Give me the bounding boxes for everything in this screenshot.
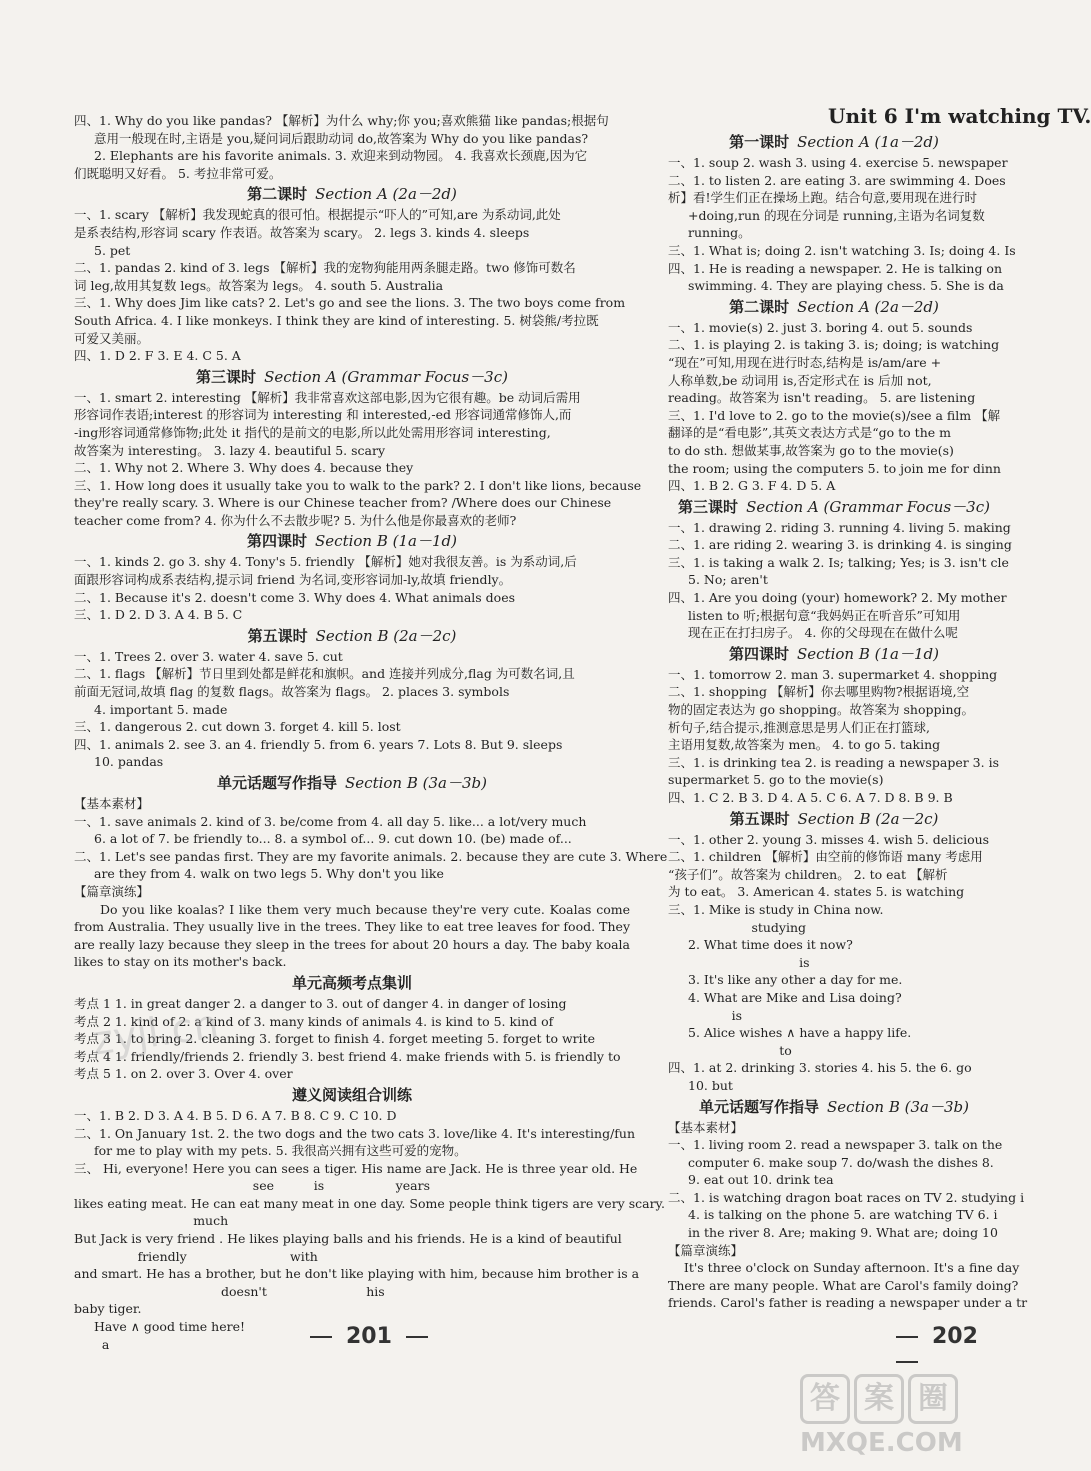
left-column [74, 112, 668, 1353]
section-heading-title: 第二课时 [729, 297, 790, 316]
answer-line: 三、1. What is; doing 2. isn't watching 3. Is; doing 4. Is [668, 242, 1016, 258]
answer-line: 析】看!学生们正在操场上跑。结合句意,要用现在进行时 [668, 190, 977, 206]
answer-line: 四、1. Why do you like pandas? 【解析】为什么 why;你 you;喜欢熊猫 like pandas;根据句 [74, 113, 609, 128]
answer-line: 四、1. D 2. F 3. E 4. C 5. A [74, 348, 241, 364]
answer-line: 可爱又美丽。 [74, 330, 150, 346]
answer-line: 考点 4 1. friendly/friends 2. friendly 3. best friend 4. make friends with 5. is friendly to [74, 1048, 621, 1064]
answer-line: +doing,run 的现在分词是 running,主语为名词复数 [688, 207, 985, 223]
section-heading-subtitle: Section B (3a－3b) [345, 774, 487, 792]
answer-line: 二、1. children 【解析】由空前的修饰语 many 考虑用 [668, 849, 983, 865]
answer-line: 前面无冠词,故填 flag 的复数 flags。故答案为 flags。 2. places 3. symbols [74, 684, 510, 700]
answer-line: listen to 听;根据句意“我妈妈正在听音乐”可知用 [688, 607, 961, 623]
answer-line: 二、1. Because it's 2. doesn't come 3. Why does 4. What animals does [74, 589, 516, 605]
answer-line: and smart. He has a brother, but he don't like playing with him, because him brother is a [74, 1266, 640, 1282]
answer-line: 一、1. tomorrow 2. man 3. supermarket 4. shopping [668, 666, 998, 682]
answer-line: 考点 1 1. in great danger 2. a danger to 3. out of danger 4. in danger of losing [74, 995, 567, 1011]
section-heading-subtitle: Section B (3a－3b) [827, 1097, 969, 1116]
answer-line: see is years [74, 1178, 430, 1194]
section-heading [668, 296, 1000, 318]
section-heading-title: 第五课时 [247, 626, 308, 645]
section-heading-subtitle: Section A (Grammar Focus－3c) [746, 497, 990, 516]
answer-line: 一、1. B 2. D 3. A 4. B 5. D 6. A 7. B 8. C 9. C 10. D [74, 1107, 397, 1123]
section-heading [74, 1084, 630, 1106]
answer-line: There are many people. What are Carol's family doing? [668, 1277, 1019, 1293]
answer-line: 词 leg,故用其复数 legs。故答案为 legs。 4. south 5. Australia [74, 277, 444, 293]
answer-line: 四、1. He is reading a newspaper. 2. He is talking on [668, 260, 1003, 276]
answer-line: reading。故答案为 isn't reading。 5. are listening [668, 390, 976, 406]
answer-line: is [668, 954, 810, 970]
answer-line: 面跟形容词构成系表结构,提示词 friend 为名词,变形容词加-ly,故填 friendly。 [74, 572, 512, 588]
answer-line: 【基本素材】 [668, 1119, 744, 1135]
section-heading-subtitle: Section A (2a－2d) [797, 297, 939, 316]
answer-line: 考点 3 1. to bring 2. cleaning 3. forget to finish 4. forget meeting 5. forget to write [74, 1031, 596, 1047]
answer-line: 三、1. I'd love to 2. go to the movie(s)/see a film 【解 [668, 407, 1001, 423]
section-heading [74, 183, 630, 205]
answer-line: 【基本素材】 [74, 796, 150, 811]
answer-line: they're really scary. 3. Where is our Chinese teacher from? /Where does our Chinese [74, 495, 612, 511]
answer-line: 一、1. save animals 2. kind of 3. be/come from 4. all day 5. like... a lot/very much [74, 813, 587, 829]
section-heading [668, 808, 1000, 830]
answer-line: 析句子,结合提示,推测意思是男人们正在打篮球, [668, 719, 930, 735]
answer-line: likes eating meat. He can eat many meat in one day. Some people think tigers are very scary. [74, 1195, 665, 1211]
section-heading [668, 131, 1000, 153]
answer-line: 四、1. animals 2. see 3. an 4. friendly 5. from 6. years 7. Lots 8. But 9. sleeps [74, 736, 563, 752]
answer-line: swimming. 4. They are playing chess. 5. She is da [688, 278, 1004, 294]
answer-line: baby tiger. [74, 1301, 142, 1317]
answer-line: -ing形容词通常修饰物;此处 it 指代的是前文的电影,所以此处需用形容词 interesting, [74, 424, 551, 440]
answer-line: 三、1. is drinking tea 2. is reading a newspaper 3. is [668, 754, 999, 770]
section-heading [74, 972, 630, 994]
answer-line: 二、1. shopping 【解析】你去哪里购物?根据语境,空 [668, 684, 970, 700]
answer-line: 一、1. living room 2. read a newspaper 3. talk on the [668, 1137, 1003, 1153]
answer-line: 5. No; aren't [688, 572, 768, 588]
answer-line: 四、1. Are you doing (your) homework? 2. My mother [668, 590, 1007, 606]
answer-line: for me to play with my pets. 5. 我很高兴拥有这些可爱的宠物。 [94, 1143, 467, 1159]
answer-line: 四、1. at 2. drinking 3. stories 4. his 5. the 6. go [668, 1060, 972, 1076]
answer-line: 4. What are Mike and Lisa doing? [688, 989, 902, 1005]
answer-line: running。 [688, 225, 751, 241]
answer-line: 5. pet [94, 242, 131, 258]
answer-line: 【篇章演练】 [74, 883, 150, 899]
answer-line: 一、1. drawing 2. riding 3. running 4. living 5. making [668, 519, 1011, 535]
section-heading [74, 625, 630, 647]
answer-line: “孩子们”。故答案为 children。 2. to eat 【解析 [668, 866, 948, 882]
site-watermark [800, 1374, 990, 1464]
section-heading-title: 第二课时 [247, 185, 308, 204]
answer-line: “现在”可知,用现在进行时态,结构是 is/am/are + [668, 354, 942, 370]
answer-line: But Jack is very friend . He likes playing balls and his friends. He is a kind of beautiful [74, 1231, 622, 1247]
answer-line: 二、1. to listen 2. are eating 3. are swimming 4. Does [668, 172, 1006, 188]
answer-line: a [74, 1336, 110, 1352]
answer-line: studying [668, 919, 807, 935]
answer-line: 为 to eat。 3. American 4. states 5. is watching [668, 884, 965, 900]
answer-line: 考点 5 1. on 2. over 3. Over 4. over [74, 1066, 293, 1082]
passage-paragraph: Do you like koalas? I like them very much because they're very cute. Koalas come from Australia. They usually live in the trees. They like to eat tree leaves for food. They are really lazy because they sleep in the trees for about 20 hours a day. The baby koala likes to stay on its mother's back. [74, 901, 630, 970]
answer-line: 三、1. is taking a walk 2. Is; talking; Yes; is 3. isn't cle [668, 554, 1009, 570]
section-heading [74, 772, 630, 794]
unit-title: Unit 6 I'm watching TV. [828, 104, 1091, 128]
answer-line: 二、1. Why not 2. Where 3. Why does 4. because they [74, 460, 414, 476]
answer-line: 【篇章演练】 [668, 1242, 744, 1258]
section-heading-title: 单元话题写作指导 [217, 774, 338, 792]
answer-line: 三、1. dangerous 2. cut down 3. forget 4. kill 5. lost [74, 719, 401, 735]
section-heading [74, 530, 630, 552]
answer-line: 2. Elephants are his favorite animals. 3. 欢迎来到动物园。 4. 我喜欢长颈鹿,因为它 [94, 148, 588, 164]
answer-line: 三、 Hi, everyone! Here you can sees a tiger. His name are Jack. He is three year old. He [74, 1160, 638, 1176]
answer-line: 二、1. On January 1st. 2. the two dogs and the two cats 3. love/like 4. It's interesting/fun [74, 1125, 636, 1141]
answer-line: friendly with [74, 1248, 318, 1264]
answer-line: 物的固定表达为 go shopping。故答案为 shopping。 [668, 702, 975, 718]
answer-line: 现在正在打扫房子。 4. 你的父母现在在做什么呢 [688, 625, 958, 641]
answer-line: 一、1. other 2. young 3. misses 4. wish 5. delicious [668, 831, 990, 847]
answer-line: teacher come from? 4. 你为什么不去散步呢? 5. 为什么他是你最喜欢的老师? [74, 512, 517, 528]
answer-line: 3. It's like any other a day for me. [688, 972, 903, 988]
answer-line: 二、1. Let's see pandas first. They are my favorite animals. 2. because they are cute 3. Where [74, 848, 668, 864]
answer-line: 二、1. is watching dragon boat races on TV 2. studying i [668, 1189, 1025, 1205]
answer-line: much [74, 1213, 229, 1229]
section-heading-subtitle: Section A (Grammar Focus－3c) [264, 367, 508, 386]
answer-line: 二、1. pandas 2. kind of 3. legs 【解析】我的宠物狗能用两条腿走路。two 修饰可数名 [74, 260, 576, 276]
watermark-char: 案 [854, 1374, 904, 1424]
answer-line: 三、1. D 2. D 3. A 4. B 5. C [74, 607, 243, 623]
answer-line: 四、1. B 2. G 3. F 4. D 5. A [668, 478, 836, 494]
watermark-char: 答 [800, 1374, 850, 1424]
answer-line: 5. Alice wishes ∧ have a happy life. [688, 1025, 912, 1041]
section-heading-title: 第一课时 [729, 133, 790, 151]
answer-line: 10. but [688, 1077, 733, 1093]
answer-line: 三、1. Why does Jim like cats? 2. Let's go and see the lions. 3. The two boys come from [74, 295, 626, 311]
answer-line: 2. What time does it now? [688, 937, 853, 953]
answer-line: South Africa. 4. I like monkeys. I think they are kind of interesting. 5. 树袋熊/考拉既 [74, 312, 599, 328]
answer-line: 二、1. flags 【解析】节日里到处都是鲜花和旗帜。and 连接并列成分,flag 为可数名词,且 [74, 666, 575, 682]
answer-line: 二、1. is playing 2. is taking 3. is; doing; is watching [668, 337, 1000, 353]
answer-line: to [668, 1042, 792, 1058]
watermark-char: 圈 [908, 1374, 958, 1424]
page-number-left: 201 [296, 1324, 442, 1349]
page-number-right: 202 [882, 1324, 1000, 1374]
answer-line: is [668, 1007, 742, 1023]
answer-line: 翻译的是“看电影”,其英文表达方式是“go to the m [668, 425, 951, 441]
answer-line: in the river 8. Are; making 9. What are; doing 10 [688, 1225, 998, 1241]
answer-line: 一、1. soup 2. wash 3. using 4. exercise 5. newspaper [668, 155, 1008, 170]
answer-line: 三、1. Mike is study in China now. [668, 901, 884, 917]
answer-line: 形容词作表语;interest 的形容词为 interesting 和 interested,-ed 形容词通常修饰人,而 [74, 407, 572, 423]
answer-line: 主语用复数,故答案为 men。 4. to go 5. taking [668, 737, 941, 753]
answer-line: supermarket 5. go to the movie(s) [668, 772, 884, 788]
section-heading-title: 第五课时 [729, 809, 790, 828]
section-heading-title: 单元话题写作指导 [699, 1097, 820, 1116]
answer-line: 一、1. smart 2. interesting 【解析】我非常喜欢这部电影,因为它很有趣。be 动词后需用 [74, 389, 581, 405]
answer-line: 6. a lot of 7. be friendly to... 8. a symbol of... 9. cut down 10. (be) made of... [94, 831, 572, 847]
answer-line: 4. is talking on the phone 5. are watching TV 6. i [688, 1207, 998, 1223]
answer-line: 一、1. scary 【解析】我发现蛇真的很可怕。根据提示“吓人的”可知,are 为系动词,此处 [74, 207, 561, 223]
section-heading-title: 第四课时 [729, 644, 790, 663]
answer-line: 四、1. C 2. B 3. D 4. A 5. C 6. A 7. D 8. B 9. B [668, 790, 953, 805]
answer-line: 三、1. How long does it usually take you to walk to the park? 2. I don't like lions, because [74, 477, 642, 493]
answer-line: 考点 2 1. kind of 2. a kind of 3. many kinds of animals 4. is kind to 5. kind of [74, 1013, 554, 1029]
answer-line: 一、1. movie(s) 2. just 3. boring 4. out 5. sounds [668, 319, 973, 335]
answer-line: 9. eat out 10. drink tea [688, 1172, 834, 1188]
answer-line: 们既聪明又好看。 5. 考拉非常可爱。 [74, 165, 282, 181]
answer-line: 意用一般现在时,主语是 you,疑问词后跟助动词 do,故答案为 Why do you like pandas? [94, 130, 589, 146]
right-column [668, 104, 1091, 1312]
answer-line: the room; using the computers 5. to join me for dinn [668, 460, 1001, 476]
answer-line: Have ∧ good time here! [94, 1319, 246, 1335]
section-heading-title: 第四课时 [247, 532, 308, 551]
answer-line: 一、1. kinds 2. go 3. shy 4. Tony's 5. friendly 【解析】她对我很友善。is 为系动词,后 [74, 554, 577, 570]
section-heading [668, 643, 1000, 665]
section-heading-subtitle: Section B (2a－2c) [315, 626, 457, 645]
section-heading [668, 1096, 1000, 1118]
section-heading-subtitle: Section B (2a－2c) [797, 809, 939, 828]
watermark-url: MXQE.COM [800, 1428, 963, 1458]
section-heading-title: 第三课时 [678, 497, 739, 516]
answer-line: friends. Carol's father is reading a newspaper under a tr [668, 1295, 1028, 1311]
answer-line: doesn't his [74, 1283, 385, 1299]
section-heading-subtitle: Section B (1a－1d) [797, 644, 939, 663]
section-heading-title: 第三课时 [196, 367, 257, 386]
answer-line: to do sth. 想做某事,故答案为 go to the movie(s) [668, 442, 954, 458]
answer-line: computer 6. make soup 7. do/wash the dishes 8. [688, 1154, 994, 1170]
section-heading-subtitle: Section A (1a－2d) [797, 133, 939, 151]
section-heading [74, 366, 630, 388]
answer-line: 故答案为 interesting。 3. lazy 4. beautiful 5. scary [74, 442, 386, 458]
answer-line: 一、1. Trees 2. over 3. water 4. save 5. cut [74, 648, 343, 664]
section-heading [668, 496, 1000, 518]
answer-line: It's three o'clock on Sunday afternoon. It's a fine day [668, 1260, 1020, 1276]
answer-line: 10. pandas [94, 754, 164, 770]
section-heading-title: 遵义阅读组合训练 [291, 1085, 412, 1104]
answer-line: are they from 4. walk on two legs 5. Why don't you like [94, 866, 444, 882]
answer-line: 人称单数,be 动词用 is,否定形式在 is 后加 not, [668, 372, 932, 388]
answer-line: 4. important 5. made [94, 701, 228, 717]
answer-line: 是系表结构,形容词 scary 作表语。故答案为 scary。 2. legs 3. kinds 4. sleeps [74, 224, 530, 240]
section-heading-subtitle: Section B (1a－1d) [315, 532, 457, 551]
section-heading-title: 单元高频考点集训 [291, 973, 412, 992]
faint-watermark: zyjl.cn [89, 1001, 222, 1065]
answer-line: 二、1. are riding 2. wearing 3. is drinking 4. is singing [668, 537, 1012, 553]
section-heading-subtitle: Section A (2a－2d) [315, 185, 457, 204]
